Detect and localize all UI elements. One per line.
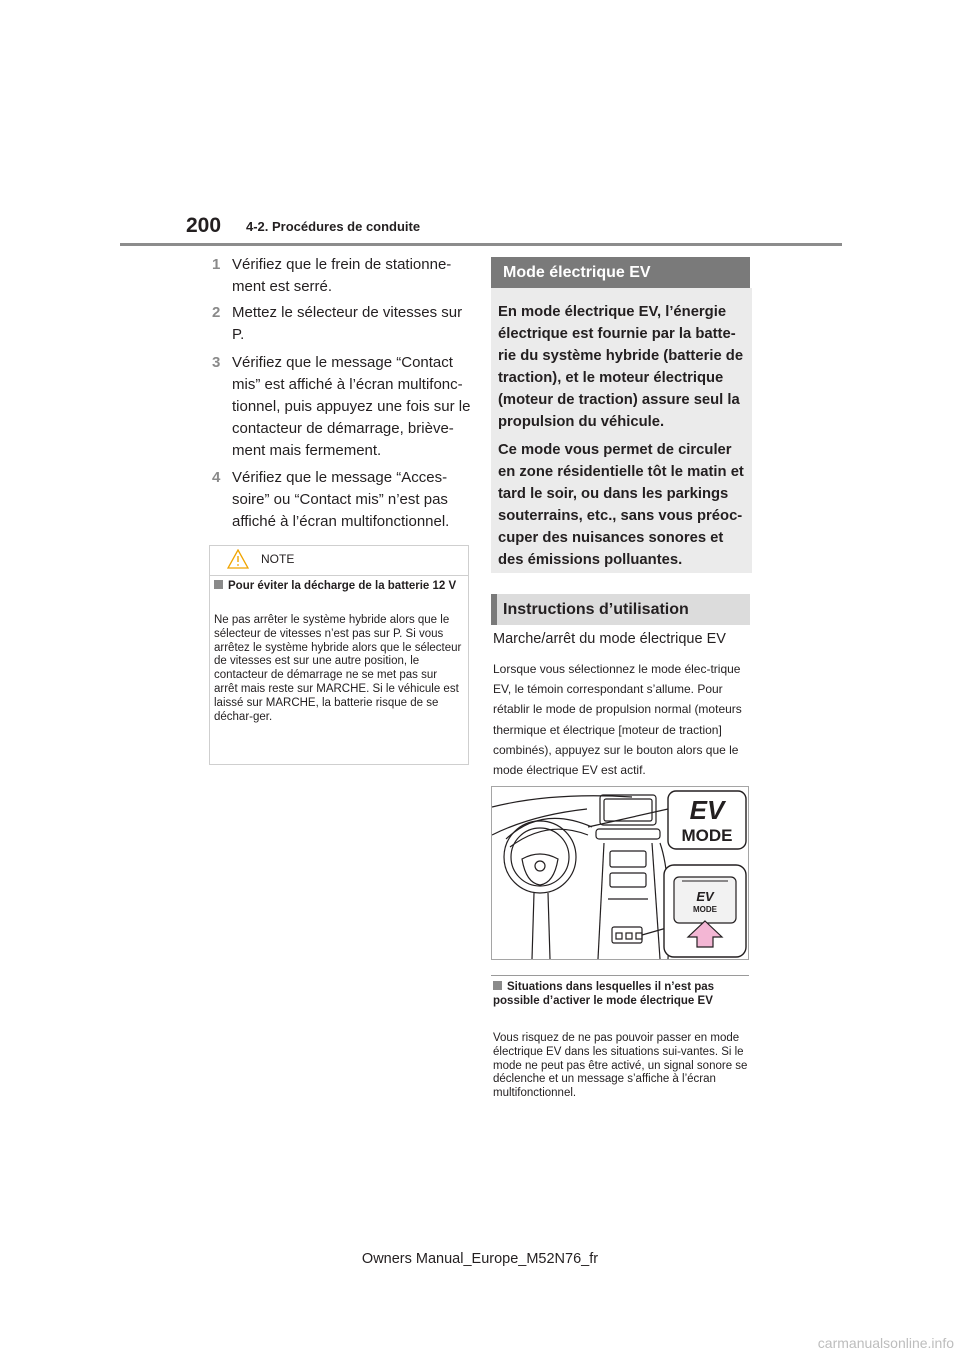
step-number: 3 xyxy=(212,354,221,371)
footer xyxy=(0,1251,960,1267)
situations-body: Vous risquez de ne pas pouvoir passer en mode électrique EV dans les situations sui-vantes. Si le mode ne peut pas être activé, un signal sonore se déclenche et un message s’affiche à l’écran multifonctionnel. xyxy=(493,1032,748,1100)
ev-mode-label-callout xyxy=(668,791,746,849)
ev-mode-illustration xyxy=(491,786,749,960)
note-divider xyxy=(209,575,469,576)
instructions-body: Lorsque vous sélectionnez le mode élec-trique EV, le témoin correspondant s’allume. Pour rétablir le mode de propulsion normal (moteurs thermique et électrique [moteur de traction] combinés), appuyez sur le bouton alors que le mode électrique EV est actif. xyxy=(493,662,742,778)
step-text: Vérifiez que le frein de stationne-ment est serré. xyxy=(232,256,452,295)
bullet-square-icon xyxy=(493,981,502,990)
ev-mode-heading: Mode électrique EV xyxy=(491,257,750,288)
section-title: 4-2. Procédures de conduite xyxy=(246,219,421,234)
step-text: Vérifiez que le message “Acces-soire” ou “Contact mis” n’est pas affiché à l’écran multifonctionnel. xyxy=(232,469,450,530)
step-3 xyxy=(212,352,474,462)
step-4 xyxy=(212,467,474,533)
step-number: 2 xyxy=(212,304,221,321)
page-number: 200 xyxy=(186,214,222,237)
bullet-square-icon xyxy=(214,580,223,589)
mode-label-small: MODE xyxy=(693,905,717,914)
note-body: Ne pas arrêter le système hybride alors que le sélecteur de vitesses n’est pas sur P. Si vous arrêtez le système hybride alors que le sélecteur de vitesses est sur une autre position, le contacteur de démarrage ne se met pas sur arrêt mais reste sur MARCHE. Si le véhicule est laissé sur MARCHE, la batterie risque de se déchar-ger. xyxy=(214,614,462,723)
step-number: 1 xyxy=(212,256,221,273)
step-1 xyxy=(212,254,474,298)
ev-mode-paragraph-2: Ce mode vous permet de circuler en zone résidentielle tôt le matin et tard le soir, ou dans les parkings souterrains, etc., sans vous préoc-cuper des nuisances sonores et des émissions polluantes. xyxy=(498,442,744,568)
watermark: carmanualsonline.info xyxy=(817,1335,954,1351)
warning-icon xyxy=(227,549,249,574)
step-number: 4 xyxy=(212,469,221,486)
mode-label-large: MODE xyxy=(681,826,733,845)
note-title xyxy=(214,579,464,593)
footer-text: Owners Manual_Europe_M52N76_fr xyxy=(361,1251,599,1267)
step-text: Mettez le sélecteur de vitesses sur P. xyxy=(232,304,463,343)
situations-divider xyxy=(491,975,749,976)
ev-label-small: EV xyxy=(696,889,714,904)
heading-accent-bar xyxy=(491,594,497,625)
step-2 xyxy=(212,302,474,346)
ev-mode-body xyxy=(498,301,748,577)
dashboard-drawing xyxy=(492,787,748,959)
ev-mode-button-callout xyxy=(664,865,746,957)
situations-title xyxy=(493,980,743,1008)
ev-label-large: EV xyxy=(689,795,725,825)
ev-mode-paragraph-1: En mode électrique EV, l’énergie électrique est fournie par la batte-rie du système hybride (batterie de traction), et le moteur électrique (moteur de traction) assure seul la propulsion du véhicule. xyxy=(498,304,744,430)
note-label: NOTE xyxy=(261,552,295,566)
instructions-subtitle: Marche/arrêt du mode électrique EV xyxy=(493,631,726,647)
step-text: Vérifiez que le message “Contact mis” est affiché à l’écran multifonc-tionnel, puis appuyez une fois sur le contacteur de démarrage, briève-ment mais fermement. xyxy=(232,354,471,459)
situations-title-text: Situations dans lesquelles il n’est pas possible d’activer le mode électrique EV xyxy=(493,981,715,1007)
header-divider xyxy=(120,243,842,246)
note-title-text: Pour éviter la décharge de la batterie 12 V xyxy=(228,580,457,592)
instructions-heading: Instructions d’utilisation xyxy=(491,594,750,625)
